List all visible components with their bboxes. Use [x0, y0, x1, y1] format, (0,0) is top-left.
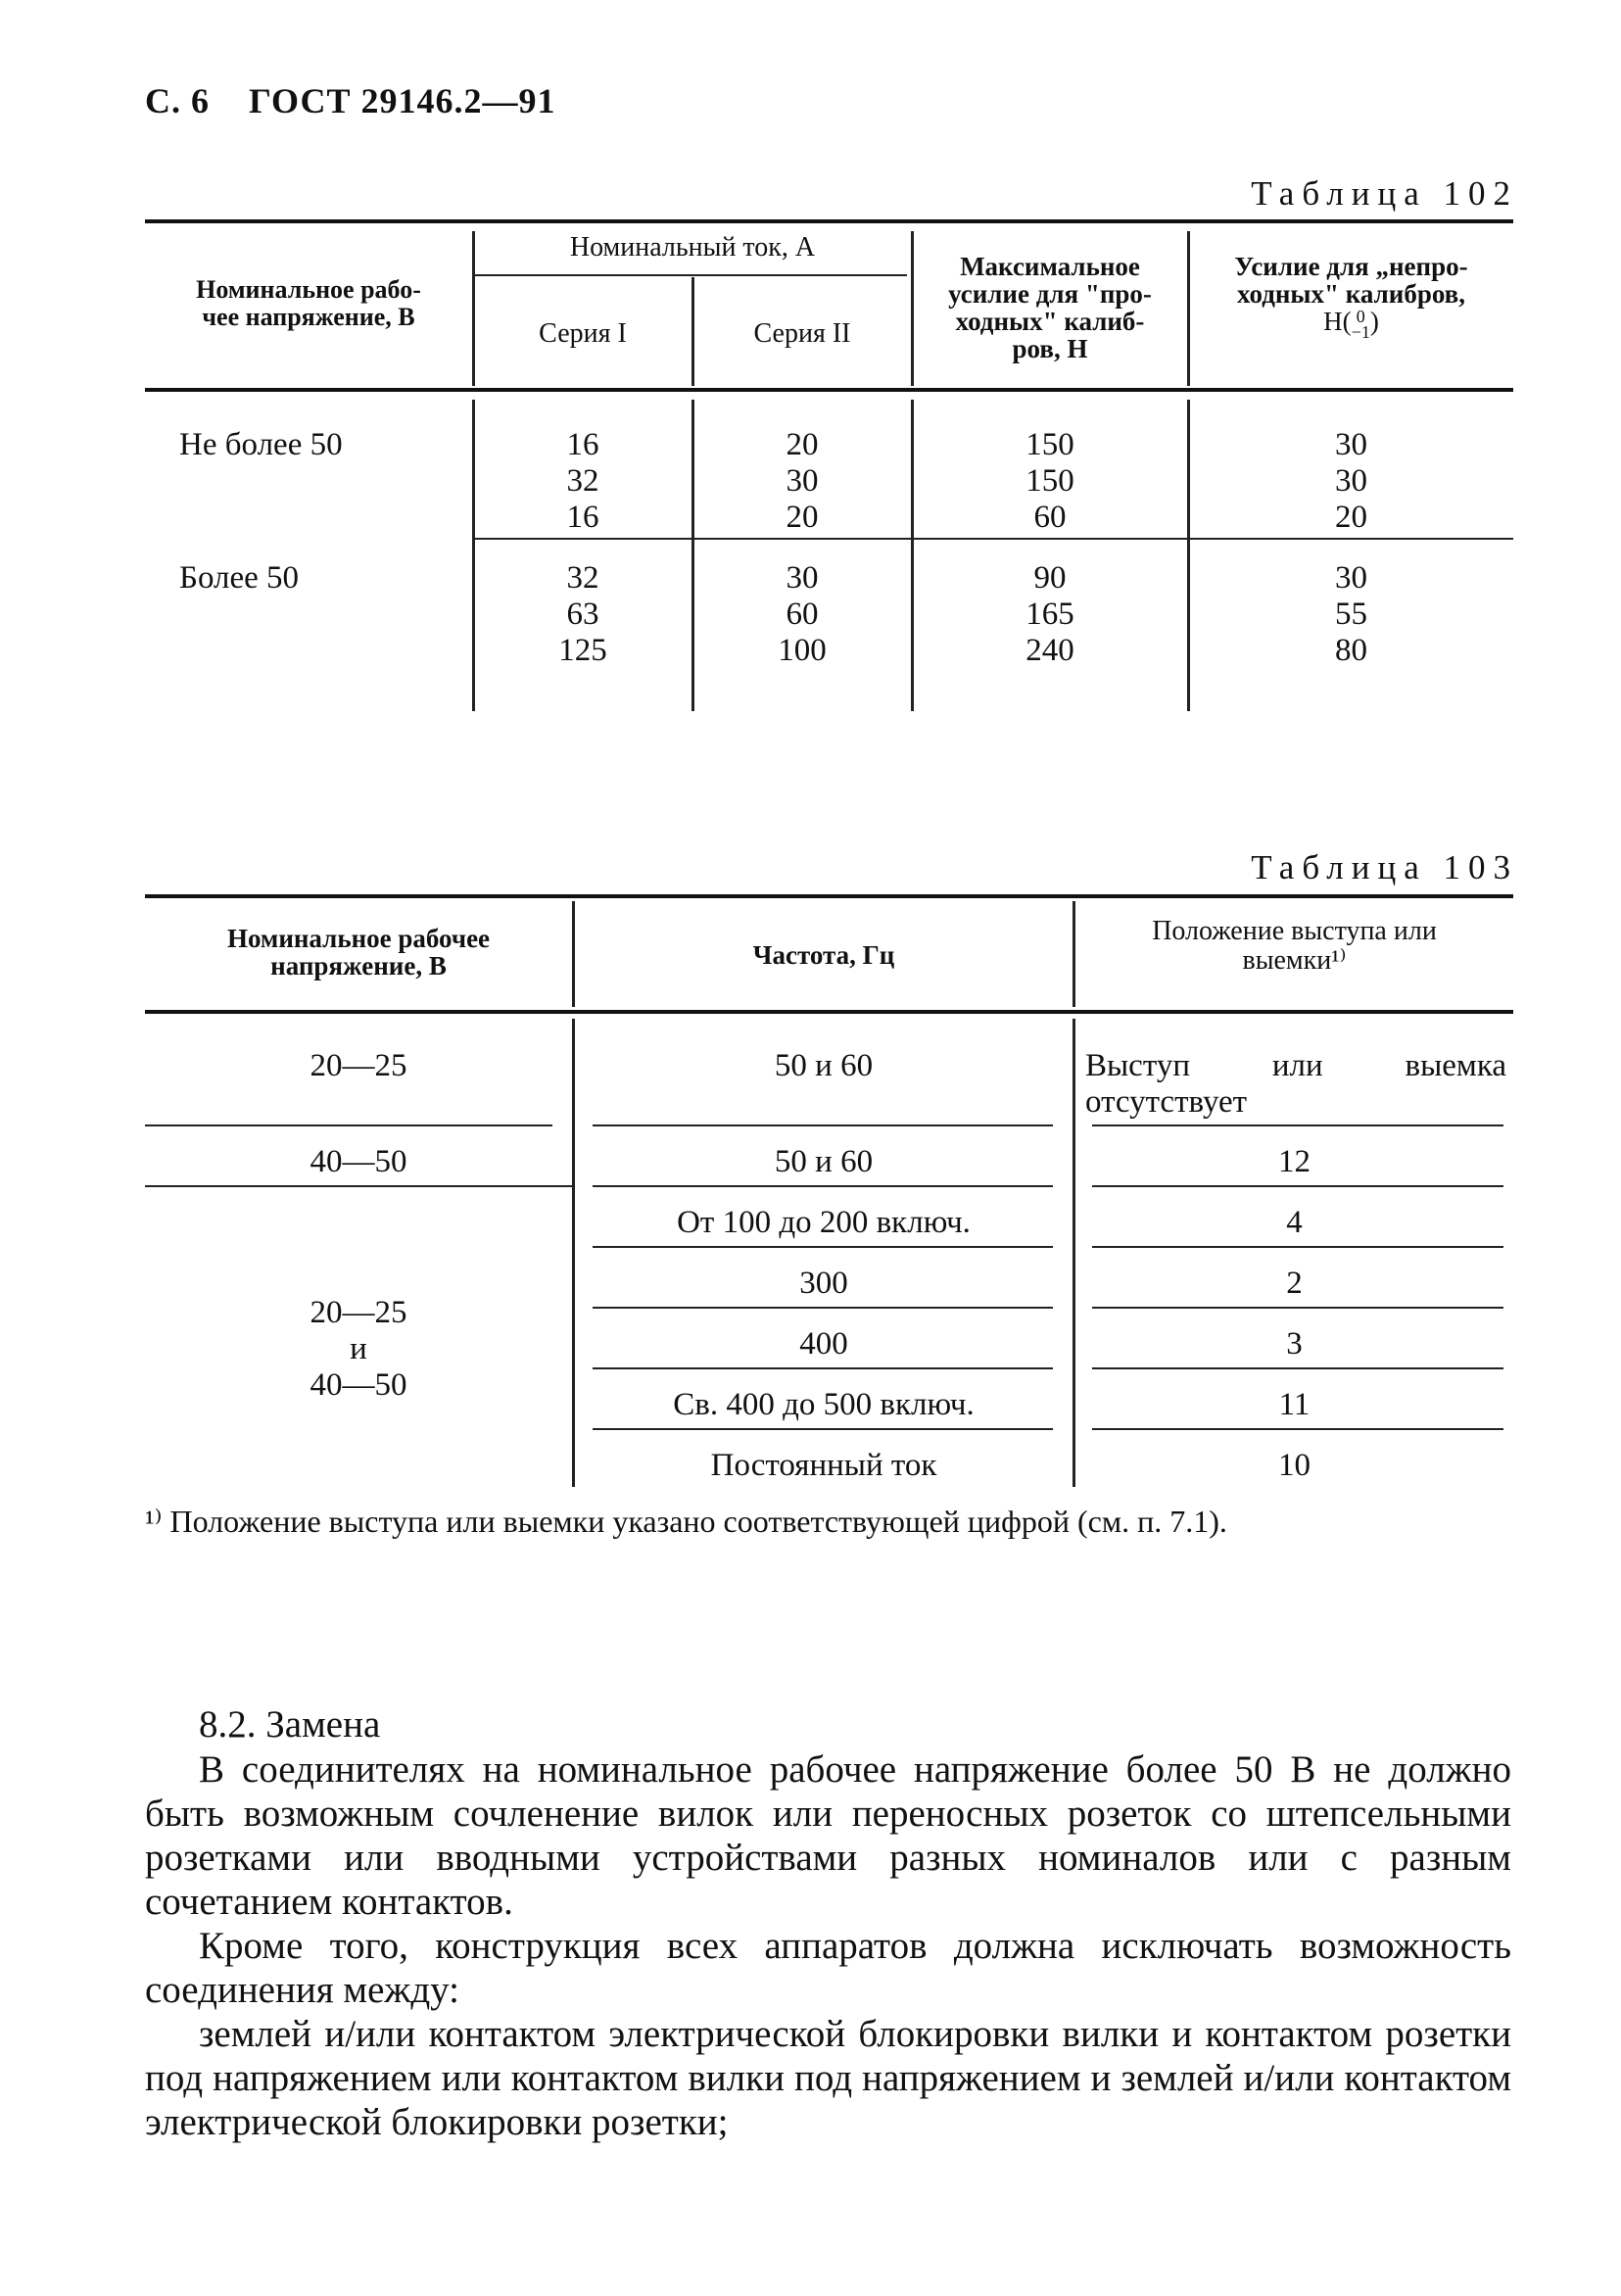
t103-row1-voltage: 20—25 — [310, 1048, 407, 1083]
t103-g3-frequency: 400 — [799, 1326, 848, 1362]
t103-row2-voltage: 40—50 — [310, 1144, 407, 1179]
section-para-1: В соединителях на номинальное рабочее напряжение более 50 В не должно быть возможным сочленение вилок или переносных розеток со штепсельными розетками или вводными устройствами разных номиналов или с разным сочетанием контактов. — [145, 1748, 1511, 1923]
t102-row1-nogo: 30 30 20 — [1335, 427, 1367, 535]
t103-header-voltage: Номинальное рабочее напряжение, В — [226, 924, 491, 981]
t102-row2-series1: 32 63 125 — [558, 560, 607, 668]
t103-g1-frequency: От 100 до 200 включ. — [677, 1205, 971, 1240]
t103-group-voltage: 20—25 и 40—50 — [310, 1295, 407, 1403]
t103-header-position: Положение выступа или выемки¹⁾ — [1152, 916, 1437, 976]
t102-row2-series2: 30 60 100 — [778, 560, 827, 668]
t102-row2-maxforce: 90 165 240 — [1025, 560, 1074, 668]
t103-g5-position: 10 — [1278, 1448, 1311, 1483]
page-header — [145, 80, 555, 121]
t103-row1-position: Выступ или выемка отсутствует — [1085, 1048, 1506, 1120]
t102-header-voltage: Номинальное рабо- чее напряжение, В — [196, 275, 421, 331]
t103-g5-frequency: Постоянный ток — [710, 1448, 937, 1483]
t103-g2-position: 2 — [1286, 1266, 1303, 1301]
t103-row1-frequency: 50 и 60 — [774, 1048, 874, 1083]
t102-header-current: Номинальный ток, А — [569, 232, 816, 263]
section-para-3: землей и/или контактом электрической блокировки вилки и контактом розетки под напряжением или контактом вилки под напряжением и землей и/или контактом электрической блокировки розетки; — [145, 2013, 1511, 2143]
t103-g3-position: 3 — [1286, 1326, 1303, 1362]
section-para-2: Кроме того, конструкция всех аппаратов должна исключать возможность соединения между: — [145, 1925, 1511, 2011]
t102-row1-series1: 16 32 16 — [566, 427, 599, 535]
t103-footnote: ¹⁾ Положение выступа или выемки указано соответствующей цифрой (см. п. 7.1). — [145, 1504, 1227, 1539]
t103-g4-position: 11 — [1278, 1387, 1311, 1422]
table-102-caption: Таблица 102 — [1251, 174, 1518, 213]
t102-row2-nogo: 30 55 80 — [1335, 560, 1367, 668]
t102-header-series2: Серия II — [753, 318, 851, 349]
t103-header-frequency: Частота, Гц — [752, 940, 895, 970]
t102-row1-maxforce: 150 150 60 — [1025, 427, 1074, 535]
t102-row2-voltage: Более 50 — [179, 560, 300, 596]
t103-g4-frequency: Св. 400 до 500 включ. — [673, 1387, 975, 1422]
t102-header-series1: Серия I — [539, 318, 627, 349]
t103-g2-frequency: 300 — [799, 1266, 848, 1301]
t103-row2-frequency: 50 и 60 — [774, 1144, 874, 1179]
t102-header-nogo: Усилие для „непро- ходных" калибров, Н( 0 −1) — [1234, 252, 1468, 342]
t103-g1-position: 4 — [1286, 1205, 1303, 1240]
t102-header-maxforce: Максимальное усилие для "про- ходных" калиб- ров, Н — [948, 252, 1152, 363]
standard-number: ГОСТ 29146.2—91 — [249, 81, 556, 120]
t102-row1-series2: 20 30 20 — [786, 427, 819, 535]
t102-row1-voltage: Не более 50 — [179, 427, 343, 462]
section-heading: 8.2. Замена — [199, 1703, 381, 1746]
page-label: С. 6 — [145, 81, 210, 120]
table-103-caption: Таблица 103 — [1251, 848, 1518, 886]
t103-row2-position: 12 — [1278, 1144, 1311, 1179]
